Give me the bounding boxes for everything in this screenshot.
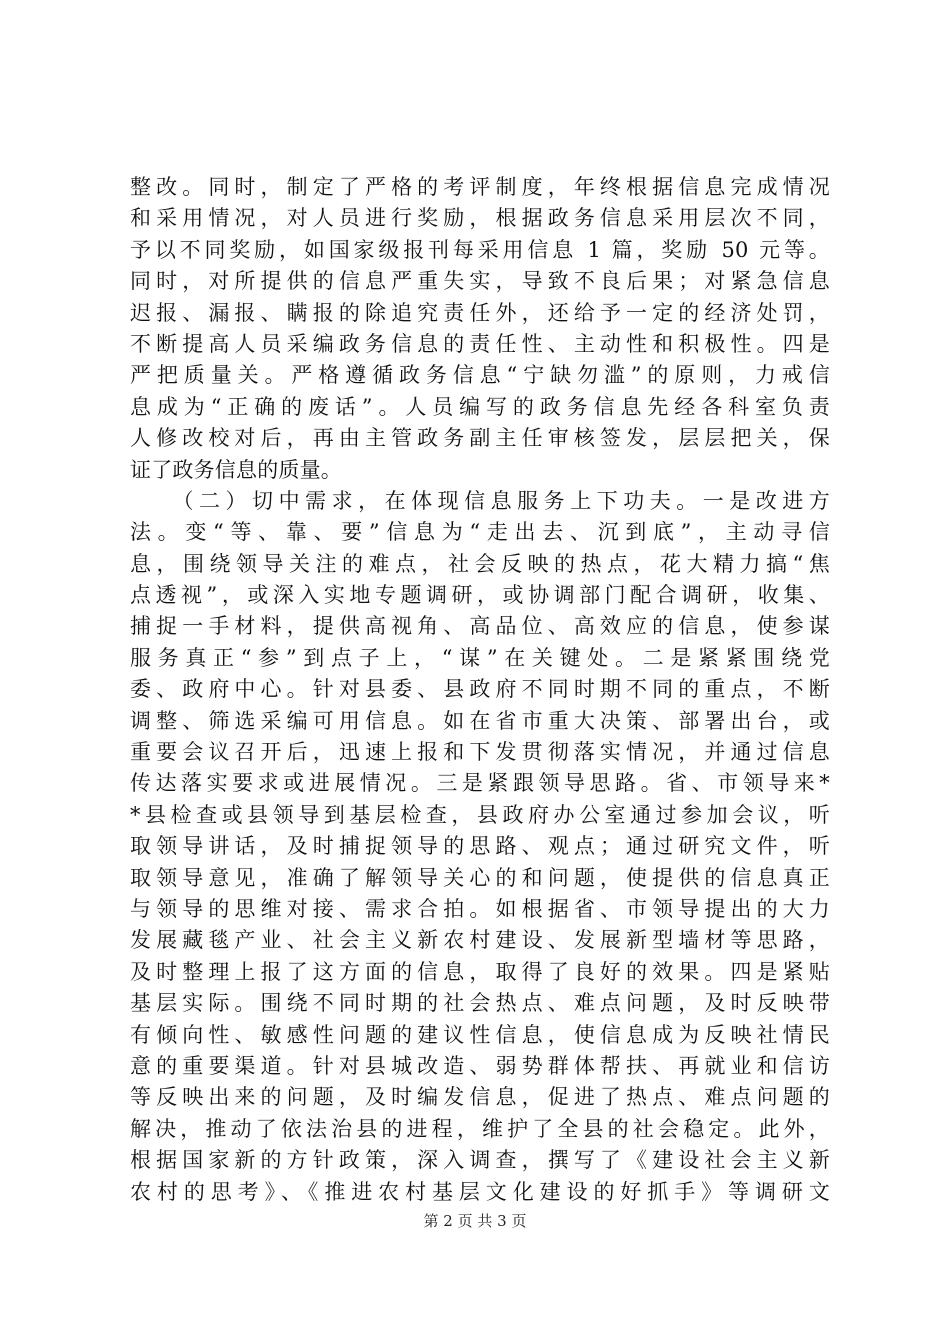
text-line: 意的重要渠道。针对县城改造、弱势群体帮扶、再就业和信访 — [130, 1053, 830, 1078]
text-line: 发展藏毯产业、社会主义新农村建设、发展新型墙材等思路， — [130, 928, 830, 953]
text-line: 等反映出来的问题，及时编发信息，促进了热点、难点问题的 — [130, 1085, 830, 1110]
text-line: 重要会议召开后，迅速上报和下发贯彻落实情况，并通过信息 — [130, 740, 830, 765]
text-line: 解决，推动了依法治县的进程，维护了全县的社会稳定。此外， — [130, 1116, 830, 1141]
text-line: 委、政府中心。针对县委、县政府不同时期不同的重点，不断 — [130, 677, 830, 702]
text-line: 严把质量关。严格遵循政务信息“宁缺勿滥”的原则，力戒信 — [130, 363, 830, 388]
text-line: 不断提高人员采编政务信息的责任性、主动性和积极性。四是 — [130, 331, 830, 356]
text-line: 同时，对所提供的信息严重失实，导致不良后果；对紧急信息 — [130, 269, 830, 294]
text-line: 取领导意见，准确了解领导关心的和问题，使提供的信息真正 — [130, 865, 830, 890]
text-line: 取领导讲话，及时捕捉领导的思路、观点；通过研究文件，听 — [130, 834, 830, 859]
text-line: 传达落实要求或进展情况。三是紧跟领导思路。省、市领导来* — [130, 771, 830, 796]
page-footer — [0, 1211, 950, 1231]
body-text — [130, 172, 830, 1208]
text-line: 根据国家新的方针政策，深入调查，撰写了《建设社会主义新 — [130, 1148, 830, 1173]
text-line: 予以不同奖励，如国家级报刊每采用信息 1 篇，奖励 50 元等。 — [130, 237, 830, 262]
page-number-label: 第 2 页 共 3 页 — [423, 1212, 527, 1230]
text-line: 调整、筛选采编可用信息。如在省市重大决策、部署出台，或 — [130, 708, 830, 733]
text-line: 点透视”，或深入实地专题调研，或协调部门配合调研，收集、 — [130, 583, 830, 608]
text-line: 有倾向性、敏感性问题的建议性信息，使信息成为反映社情民 — [130, 1022, 830, 1047]
text-line: 服务真正“参”到点子上，“谋”在关键处。二是紧紧围绕党 — [130, 645, 830, 670]
text-line: 基层实际。围绕不同时期的社会热点、难点问题，及时反映带 — [130, 991, 830, 1016]
text-line: 人修改校对后，再由主管政务副主任审核签发，层层把关，保 — [130, 426, 830, 451]
text-line: 法。变“等、靠、要”信息为“走出去、沉到底”，主动寻信 — [130, 520, 830, 545]
text-line: 捕捉一手材料，提供高视角、高品位、高效应的信息，使参谋 — [130, 614, 830, 639]
text-line: 农村的思考》、《推进农村基层文化建设的好抓手》等调研文 — [130, 1179, 830, 1204]
text-line: （二）切中需求，在体现信息服务上下功夫。一是改进方 — [130, 488, 830, 513]
text-line: 整改。同时，制定了严格的考评制度，年终根据信息完成情况 — [130, 175, 830, 199]
text-line: 息成为“正确的废话”。人员编写的政务信息先经各科室负责 — [130, 394, 830, 419]
text-line: 与领导的思维对接、需求合拍。如根据省、市领导提出的大力 — [130, 896, 830, 921]
text-line: 和采用情况，对人员进行奖励，根据政务信息采用层次不同， — [130, 206, 830, 231]
text-line: 迟报、漏报、瞒报的除追究责任外，还给予一定的经济处罚， — [130, 300, 830, 325]
text-line: 及时整理上报了这方面的信息，取得了良好的效果。四是紧贴 — [130, 959, 830, 984]
text-line: 证了政务信息的质量。 — [130, 457, 342, 482]
text-line: *县检查或县领导到基层检查，县政府办公室通过参加会议，听 — [130, 802, 830, 827]
text-line: 息，围绕领导关注的难点，社会反映的热点，花大精力搞“焦 — [130, 551, 830, 576]
